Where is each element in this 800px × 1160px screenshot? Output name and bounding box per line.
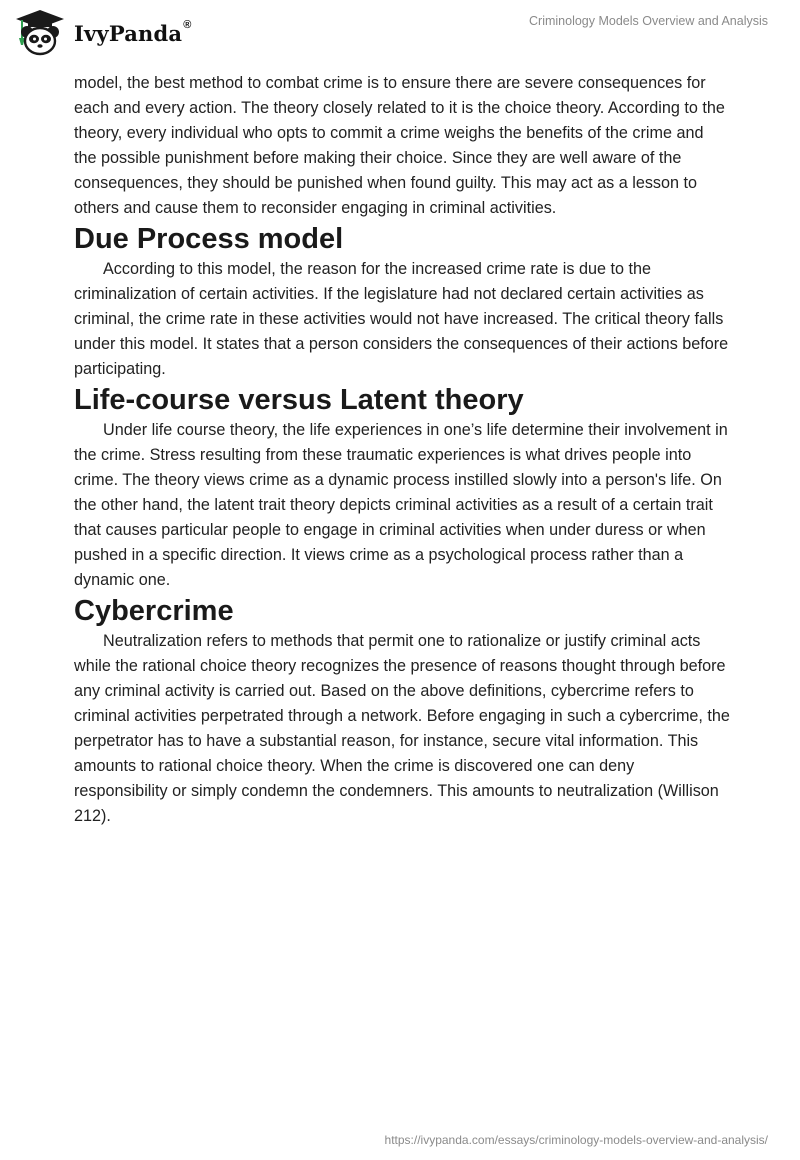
logo-text: IvyPanda: [74, 20, 183, 46]
heading-life-course: Life-course versus Latent theory: [74, 384, 524, 416]
essay-body: [74, 71, 730, 829]
cybercrime-paragraph: Neutralization refers to methods that permit one to rationalize or justify criminal acts while the rational choice theory recognizes the presence of reasons thought through before any criminal activity is carried out. Based on the above definitions, cybercrime refers to criminal activities perpetrated through a network. Before engaging in such a cybercrime, the perpetrator has to have a substantial reason, for instance, secure vital information. This amounts to rational choice theory. When the crime is discovered one can deny responsibility or simply condemn the condemners. This amounts to neutralization (Willison 212).: [74, 632, 730, 825]
page-header: [0, 0, 800, 64]
source-url-link[interactable]: https://ivypanda.com/essays/criminology-models-overview-and-analysis/: [384, 1133, 768, 1147]
logo-wordmark: [74, 18, 192, 46]
life-course-paragraph: Under life course theory, the life experiences in one’s life determine their involvement in the crime. Stress resulting from these traumatic experiences is what drives people into crime. The theory views crime as a dynamic process instilled slowly into a person's life. On the other hand, the latent trait theory depicts criminal activities as a result of a certain trait that causes particular people to engage in criminal activities when under duress or when pushed in a specific direction. It views crime as a psychological process rather than a dynamic one.: [74, 421, 728, 589]
intro-paragraph: model, the best method to combat crime is to ensure there are severe consequences for each and every action. The theory closely related to it is the choice theory. According to the theory, every individual who opts to commit a crime weighs the benefits of the crime and the possible punishment before making their choice. Since they are well aware of the consequences, they should be punished when found guilty. This may act as a lesson to others and cause them to reconsider engaging in criminal activities.: [74, 74, 725, 217]
due-process-paragraph: According to this model, the reason for the increased crime rate is due to the criminalization of certain activities. If the legislature had not declared certain activities as criminal, the crime rate in these activities would not have increased. The critical theory falls under this model. It states that a person considers the consequences of their actions before participating.: [74, 260, 729, 378]
document-title: Criminology Models Overview and Analysis: [529, 14, 768, 28]
panda-graduate-icon: [14, 8, 66, 56]
heading-cybercrime: Cybercrime: [74, 595, 234, 627]
registered-mark: ®: [183, 18, 192, 31]
heading-due-process: Due Process model: [74, 223, 344, 255]
ivypanda-logo[interactable]: [14, 8, 192, 56]
